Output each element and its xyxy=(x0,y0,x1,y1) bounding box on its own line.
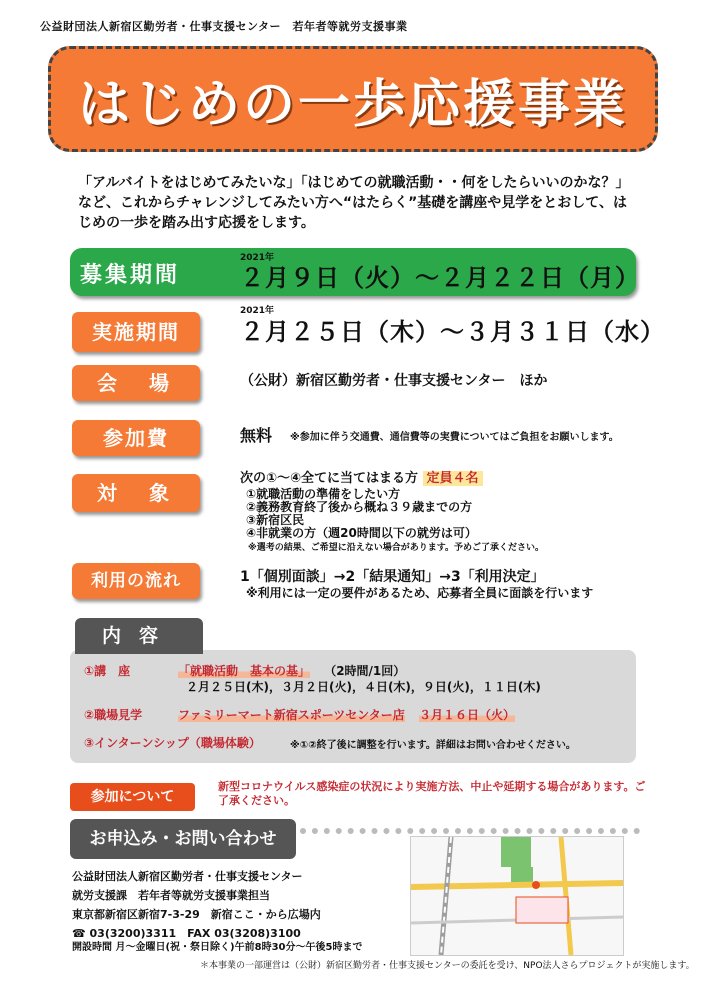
fee-label: 参加費 xyxy=(72,420,200,456)
participation-text: 新型コロナウイルス感染症の状況により実施方法、中止や延期する場合があります。ご了承ください。 xyxy=(218,780,646,807)
contact-org: 公益財団法人新宿区勤労者・仕事支援センター xyxy=(72,870,303,883)
recruit-period-label: 募集期間 xyxy=(80,263,181,288)
fee-note: ※参加に伴う交通費、通信費等の実費についてはご負担をお願いします。 xyxy=(290,432,619,443)
footer-note: ＊本事業の一部運営は（公財）新宿区勤労者・仕事支援センターの委託を受け、NPO法人さらプロジェクトが実施します。 xyxy=(200,961,695,971)
content-row-dates: ２月２５日(木)，３月２日(火)，４日(木)，９日(火)，１１日(木) xyxy=(186,680,541,694)
content-row-title: 「就職活動 基本の基」 （2時間/1回） xyxy=(178,664,406,678)
content-label: 内容 xyxy=(75,618,203,654)
participation-label: 参加について xyxy=(70,783,195,811)
contact-dept: 就労支援課 若年者等就労支援事業担当 xyxy=(72,889,270,902)
access-map xyxy=(410,836,624,956)
target-note: ※選考の結果、ご希望に沿えない場合があります。予めご了承ください。 xyxy=(248,543,545,553)
period-date: ２月２５日（木）～３月３１日（水） xyxy=(240,318,665,346)
target-label: 対 象 xyxy=(72,474,200,512)
target-item: ①就職活動の準備をしたい方 xyxy=(246,487,401,501)
recruit-year: 2021年 xyxy=(240,253,275,263)
organization-name: 公益財団法人新宿区勤労者・仕事支援センター 若年者等就労支援事業 xyxy=(40,20,408,33)
content-row-title: ファミリーマート新宿スポーツセンター店 ３月１６日（火） xyxy=(178,708,516,722)
capacity-badge: 定員４名 xyxy=(423,471,483,486)
flow-steps: 1「個別面談」→2「結果通知」→3「利用決定」 xyxy=(240,569,545,585)
content-row-detail: ※①②終了後に調整を行います。詳細はお問い合わせください。 xyxy=(290,740,576,751)
intro-text: 「アルバイトをはじめてみたいな」「はじめての就職活動・・何をしたらいいのかな？」など、これからチャレンジしてみたい方へ“はたらく”基礎を講座や見学をとおして、はじめの一歩を踏み出す応援をします。 xyxy=(78,175,630,231)
target-item: ③新宿区民 xyxy=(246,513,305,527)
target-block xyxy=(240,470,630,553)
content-row-name: ③インターンシップ（職場体験） xyxy=(84,736,261,750)
contact-address: 東京都新宿区新宿7-3-29 新宿ここ・から広場内 xyxy=(72,908,321,921)
period-label: 実施期間 xyxy=(72,312,200,352)
title-banner xyxy=(48,46,658,152)
target-item: ④非就業の方（週20時間以下の就労は可） xyxy=(246,526,477,540)
page-title: はじめの一歩応援事業 xyxy=(77,74,628,135)
flow-note: ※利用には一定の要件があるため、応募者全員に面談を行います xyxy=(246,586,594,600)
target-item: ②義務教育終了後から概ね３９歳までの方 xyxy=(246,500,473,514)
content-row-name: ①講 座 xyxy=(84,664,131,678)
divider xyxy=(300,828,640,834)
target-intro: 次の①～④全てに当てはまる方 xyxy=(240,471,419,486)
recruit-date: ２月９日（火）～２月２２日（月） xyxy=(240,264,640,292)
period-year: 2021年 xyxy=(240,306,275,316)
contact-hours: 開設時間 月～金曜日(祝・祭日除く)午前8時30分～午後5時まで xyxy=(72,942,363,953)
fee-value: 無料 xyxy=(240,426,273,445)
contact-label: お申込み・お問い合わせ xyxy=(70,819,296,859)
venue-label: 会 場 xyxy=(72,365,200,401)
map-icon xyxy=(411,837,623,955)
content-row-name: ②職場見学 xyxy=(84,708,143,722)
venue-value: （公財）新宿区勤労者・仕事支援センター ほか xyxy=(240,373,548,389)
contact-phone: ☎ 03(3200)3311 FAX 03(3208)3100 xyxy=(72,927,301,940)
flow-label: 利用の流れ xyxy=(72,563,200,599)
